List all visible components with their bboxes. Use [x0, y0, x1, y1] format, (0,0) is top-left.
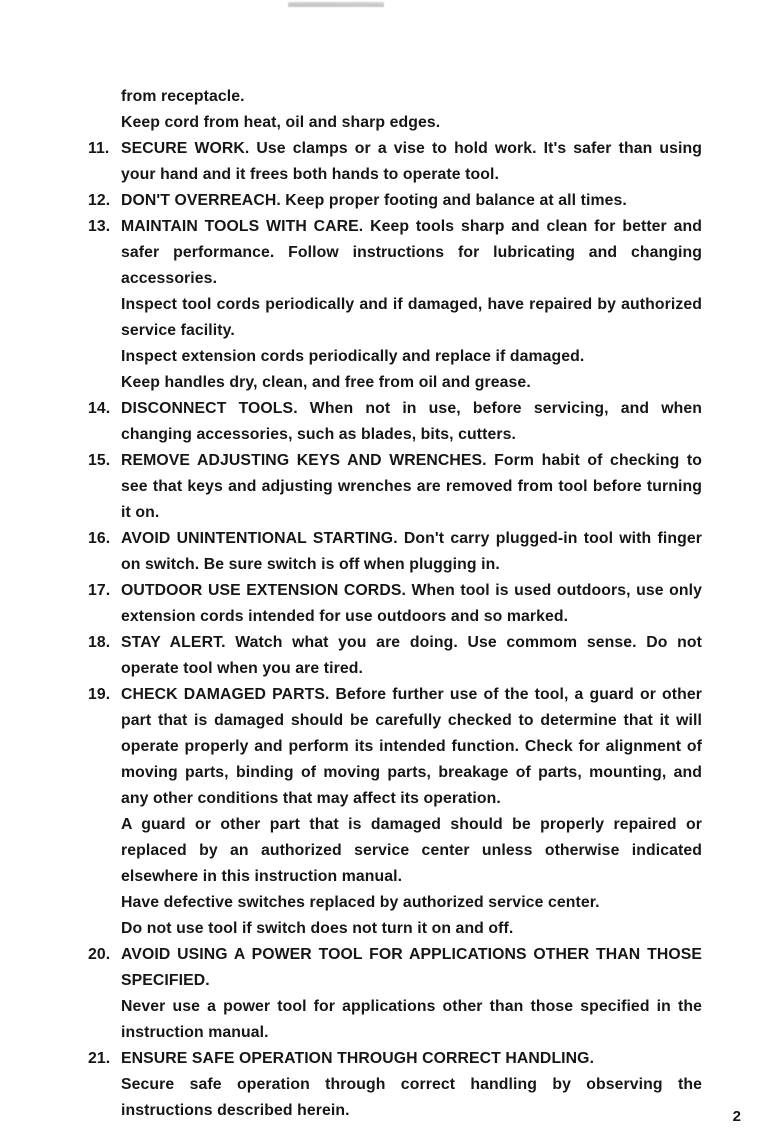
item-number: 20. — [88, 946, 111, 963]
item-body — [121, 188, 702, 214]
paragraph: Inspect tool cords periodically and if damaged, have repaired by authorized service facility. — [121, 296, 702, 339]
item-number: 17. — [88, 582, 111, 599]
paragraph: CHECK DAMAGED PARTS. Before further use of the tool, a guard or other part that is damaged should be carefully checked to determine that it will operate properly and perform its intended function. Check for alignment of moving parts, binding of moving parts, breakage of parts, mounting, and any other conditions that may affect its operation. — [121, 686, 702, 807]
item-number: 11. — [88, 140, 110, 157]
list-item — [88, 396, 702, 448]
paragraph: Keep handles dry, clean, and free from oil and grease. — [121, 374, 531, 391]
paragraph: Do not use tool if switch does not turn it on and off. — [121, 920, 514, 937]
list-item — [88, 1046, 702, 1124]
list-item — [88, 682, 702, 942]
item-number: 18. — [88, 634, 111, 651]
item-body — [121, 448, 702, 526]
intro-paragraphs — [121, 84, 702, 136]
paragraph: OUTDOOR USE EXTENSION CORDS. When tool is used outdoors, use only extension cords intended for use outdoors and so marked. — [121, 582, 702, 625]
page-content — [88, 84, 702, 1124]
cropped-header-artifact — [288, 0, 384, 7]
paragraph: Secure safe operation through correct handling by observing the instructions described herein. — [121, 1076, 702, 1119]
paragraph: A guard or other part that is damaged should be properly repaired or replaced by an authorized service center unless otherwise indicated elsewhere in this instruction manual. — [121, 816, 702, 885]
item-body — [121, 526, 702, 578]
item-number: 13. — [88, 218, 111, 235]
instruction-list — [88, 136, 702, 1124]
paragraph: DON'T OVERREACH. Keep proper footing and balance at all times. — [121, 192, 627, 209]
item-body — [121, 136, 702, 188]
item-body — [121, 1046, 702, 1124]
item-body — [121, 396, 702, 448]
item-number: 14. — [88, 400, 111, 417]
list-item — [88, 448, 702, 526]
item-body — [121, 630, 702, 682]
item-body — [121, 942, 702, 1046]
item-body — [121, 578, 702, 630]
paragraph: Keep cord from heat, oil and sharp edges. — [121, 114, 441, 131]
paragraph: ENSURE SAFE OPERATION THROUGH CORRECT HANDLING. — [121, 1050, 595, 1067]
paragraph: STAY ALERT. Watch what you are doing. Use commom sense. Do not operate tool when you are tired. — [121, 634, 702, 677]
item-number: 12. — [88, 192, 111, 209]
item-number: 16. — [88, 530, 111, 547]
paragraph: MAINTAIN TOOLS WITH CARE. Keep tools sharp and clean for better and safer performance. Follow instructions for lubricating and changing accessories. — [121, 218, 702, 287]
paragraph: REMOVE ADJUSTING KEYS AND WRENCHES. Form habit of checking to see that keys and adjusting wrenches are removed from tool before turning it on. — [121, 452, 702, 521]
list-item — [88, 526, 702, 578]
paragraph: AVOID UNINTENTIONAL STARTING. Don't carry plugged-in tool with finger on switch. Be sure switch is off when plugging in. — [121, 530, 702, 573]
paragraph: Inspect extension cords periodically and replace if damaged. — [121, 348, 585, 365]
item-number: 15. — [88, 452, 111, 469]
list-item — [88, 214, 702, 396]
paragraph: Have defective switches replaced by authorized service center. — [121, 894, 600, 911]
item-body — [121, 214, 702, 396]
list-item — [88, 188, 702, 214]
paragraph: SECURE WORK. Use clamps or a vise to hold work. It's safer than using your hand and it frees both hands to operate tool. — [121, 140, 702, 183]
list-item — [88, 942, 702, 1046]
item-number: 19. — [88, 686, 111, 703]
paragraph: from receptacle. — [121, 88, 245, 105]
item-number: 21. — [88, 1050, 111, 1067]
list-item — [88, 630, 702, 682]
list-item — [88, 578, 702, 630]
paragraph: DISCONNECT TOOLS. When not in use, before servicing, and when changing accessories, such as blades, bits, cutters. — [121, 400, 702, 443]
list-item — [88, 136, 702, 188]
paragraph: Never use a power tool for applications other than those specified in the instruction manual. — [121, 998, 702, 1041]
page-number: 2 — [732, 1108, 741, 1125]
paragraph: AVOID USING A POWER TOOL FOR APPLICATIONS OTHER THAN THOSE SPECIFIED. — [121, 946, 702, 989]
item-body — [121, 682, 702, 942]
